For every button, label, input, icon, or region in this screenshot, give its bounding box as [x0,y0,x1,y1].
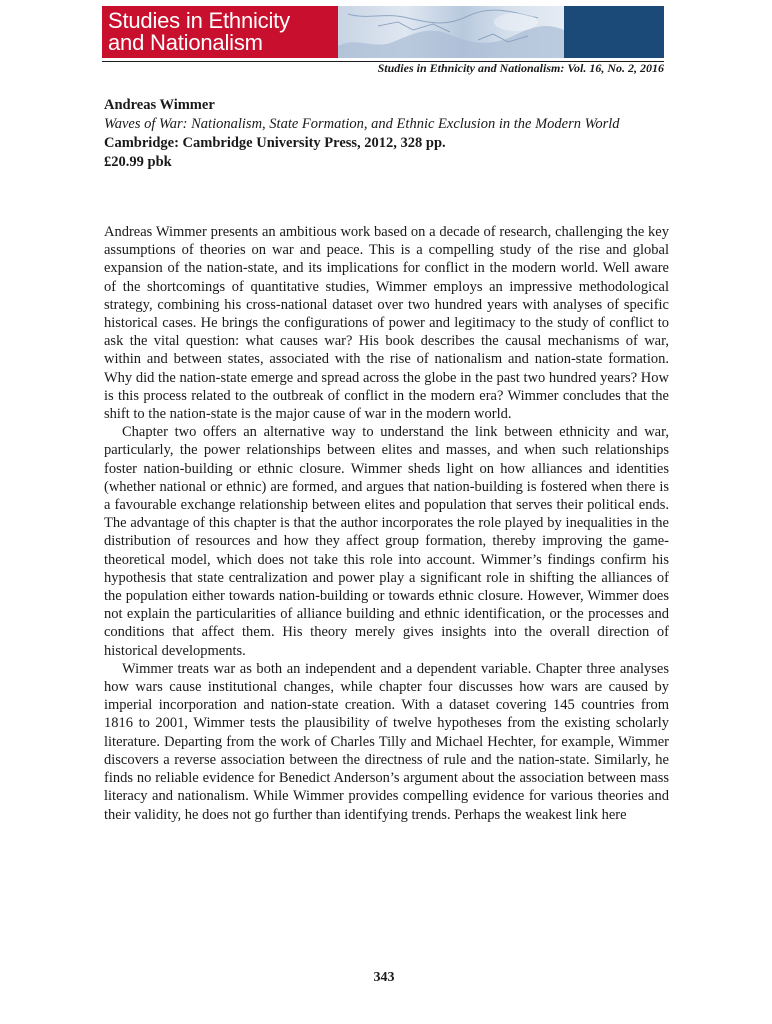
journal-reference: Studies in Ethnicity and Nationalism: Vol. 16, No. 2, 2016 [377,61,664,75]
journal-banner [102,6,739,58]
association-name [672,39,772,51]
review-header [104,96,666,172]
journal-title-line1: Studies in Ethnicity [108,8,290,33]
logo-text-bottom: EN [676,22,688,31]
association-line2: Ethnicity and Nationalism [672,45,734,51]
association-block [564,6,739,58]
review-body [104,223,669,824]
journal-title-line2: and Nationalism [108,30,263,55]
banner-map-image [338,6,564,58]
journal-title-block [102,6,338,58]
association-line1: Association for the Study of [672,39,739,45]
book-author: Andreas Wimmer [104,97,215,113]
book-price: £20.99 pbk [104,154,172,170]
paragraph: Chapter two offers an alternative way to understand the link between ethnicity and war, particularly, the power relationships between elites and masses, and when such relationships foster nation-building or ethnic closure. Wimmer sheds light on how alliances and identities (whether national or ethnic) are formed, and argues that nation-building is fostered when there is a favourable exchange relationship between elites and population that serves their political ends. The advantage of this chapter is that the author incorporates the role played by inequalities in the distribution of resources and how they affect group formation, thereby improving the game-theoretical model, which does not take this role into account. Wimmer’s findings confirm his hypothesis that state centralization and power play a significant role in shifting the alliances of the population either towards nation-building or towards ethnic closure. However, Wimmer does not explain the particularities of alliance building and ethnic identification, or the processes and conditions that affect them. His theory merely gives insights into the overall direction of historical developments. [104,424,669,659]
asen-logo [670,10,694,34]
book-title: Waves of War: Nationalism, State Formation, and Ethnic Exclusion in the Modern World [104,116,620,132]
paragraph: Andreas Wimmer presents an ambitious work based on a decade of research, challenging the key assumptions of theories on war and peace. This is a compelling study of the rise and global expansion of the nation-state, and its implications for conflict in the modern world. Well aware of the shortcomings of quantitative studies, Wimmer employs an impressive methodological strategy, combining his cross-national dataset over two hundred years with analyses of specific historical cases. He brings the configurations of power and legitimacy to the study of conflict to ask the vital question: what causes war? His book describes the causal mechanisms of war, within and between states, associated with the rise of nationalism and nation-state formation. Why did the nation-state emerge and spread across the globe in the past two hundred years? How is this process related to the outbreak of conflict in the modern era? Wimmer concludes that the shift to the nation-state is the major cause of war in the modern world. [104,224,669,423]
page-number: 343 [373,970,395,985]
paragraph: Wimmer treats war as both an independent and a dependent variable. Chapter three analyses how wars cause institutional changes, while chapter four discusses how wars are caused by imperial incorporation and nation-state creation. With a dataset covering 145 countries from 1816 to 2001, Wimmer tests the plausibility of twelve hypotheses from the existing scholarly literature. Departing from the work of Charles Tilly and Michael Hechter, for example, Wimmer discovers a reverse association between the directness of rule and the nation-state. Similarly, he finds no reliable evidence for Benedict Anderson’s argument about the association between mass literacy and nationalism. While Wimmer provides compelling evidence for various theories and their validity, he does not go further than identifying trends. Perhaps the weakest link here [104,660,669,823]
logo-text-top: AS [676,13,688,22]
map-illustration [338,6,564,58]
book-publisher: Cambridge: Cambridge University Press, 2012, 328 pp. [104,135,446,151]
